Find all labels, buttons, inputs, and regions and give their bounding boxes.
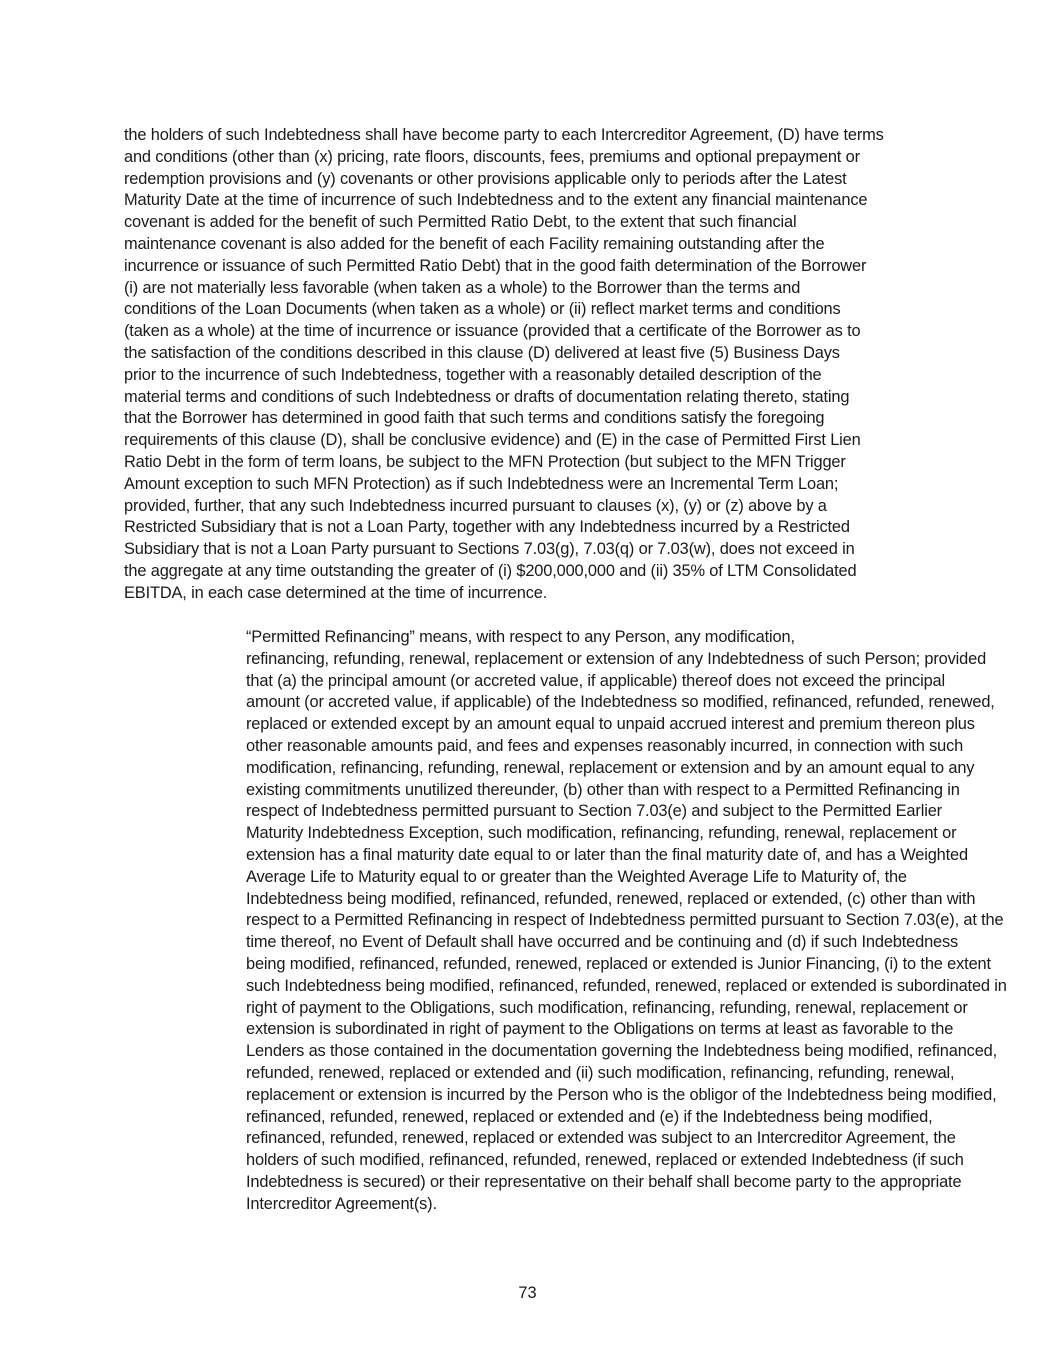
text-line: that the Borrower has determined in good faith that such terms and conditions satisfy the foregoing [124,409,825,428]
text-line: being modified, refinanced, refunded, renewed, replaced or extended is Junior Financing, (i) to the extent [246,954,991,973]
text-line: the holders of such Indebtedness shall have become party to each Intercreditor Agreement, (D) have terms [124,126,884,144]
text-line: maintenance covenant is also added for the benefit of each Facility remaining outstanding after the [124,234,825,253]
text-line: refunded, renewed, replaced or extended and (ii) such modification, refinancing, refunding, renewal, [246,1063,955,1082]
paragraph-continuation [124,125,934,605]
text-line: extension is subordinated in right of payment to the Obligations on terms at least as favorable to the [246,1020,954,1039]
text-line: modification, refinancing, refunding, renewal, replacement or extension and by an amount equal to any [246,758,975,777]
text-line: such Indebtedness being modified, refinanced, refunded, renewed, replaced or extended is subordinated in [246,976,1007,995]
text-line: existing commitments unutilized thereunder, (b) other than with respect to a Permitted Refinancing in [246,780,960,799]
text-line: Maturity Date at the time of incurrence of such Indebtedness and to the extent any financial maintenance [124,191,868,210]
text-line: extension has a final maturity date equal to or later than the final maturity date of, and has a Weighted [246,845,968,864]
text-line: Indebtedness is secured) or their representative on their behalf shall become party to the appropriate [246,1172,962,1191]
text-line: holders of such modified, refinanced, refunded, renewed, replaced or extended Indebtedness (if such [246,1151,964,1170]
definition-permitted-refinancing [124,627,1007,1216]
text-line: replaced or extended except by an amount equal to unpaid accrued interest and premium thereon plus [246,715,975,734]
text-line: Amount exception to such MFN Protection) as if such Indebtedness were an Incremental Term Loan; [124,474,839,493]
text-line: refinanced, refunded, renewed, replaced or extended was subject to an Intercreditor Agreement, the [246,1129,956,1148]
text-line: Average Life to Maturity equal to or greater than the Weighted Average Life to Maturity of, the [246,867,907,886]
text-line: the satisfaction of the conditions described in this clause (D) delivered at least five (5) Business Days [124,343,840,362]
text-line: provided, further, that any such Indebtedness incurred pursuant to clauses (x), (y) or (z) above by a [124,496,827,515]
text-line: time thereof, no Event of Default shall have occurred and be continuing and (d) if such Indebtedness [246,933,959,952]
text-line: Ratio Debt in the form of term loans, be subject to the MFN Protection (but subject to the MFN Trigger [124,452,846,471]
text-line: right of payment to the Obligations, such modification, refinancing, refunding, renewal, replacement or [246,998,968,1017]
text-line: amount (or accreted value, if applicable) of the Indebtedness so modified, refinanced, refunded, renewed, [246,693,995,712]
text-line: Subsidiary that is not a Loan Party pursuant to Sections 7.03(g), 7.03(q) or 7.03(w), does not exceed in [124,540,855,559]
text-line: Indebtedness being modified, refinanced, refunded, renewed, replaced or extended, (c) other than with [246,889,976,908]
text-line: incurrence or issuance of such Permitted Ratio Debt) that in the good faith determination of the Borrower [124,256,867,275]
text-line: and conditions (other than (x) pricing, rate floors, discounts, fees, premiums and optional prepayment or [124,147,860,166]
text-line: “Permitted Refinancing” means, with respect to any Person, any modification, [246,628,795,646]
text-line: the aggregate at any time outstanding the greater of (i) $200,000,000 and (ii) 35% of LTM Consolidated [124,561,857,580]
text-line: Lenders as those contained in the documentation governing the Indebtedness being modified, refinanced, [246,1042,998,1061]
text-line: EBITDA, in each case determined at the time of incurrence. [124,583,548,602]
text-line: respect to a Permitted Refinancing in respect of Indebtedness permitted pursuant to Section 7.03(e), at the [246,911,1004,930]
text-line: (i) are not materially less favorable (when taken as a whole) to the Borrower than the terms and [124,278,801,297]
text-line: covenant is added for the benefit of such Permitted Ratio Debt, to the extent that such financial [124,213,797,232]
text-line: requirements of this clause (D), shall be conclusive evidence) and (E) in the case of Permitted First Lien [124,431,861,450]
text-line: redemption provisions and (y) covenants or other provisions applicable only to periods after the Latest [124,169,847,188]
text-line: replacement or extension is incurred by the Person who is the obligor of the Indebtedness being modified, [246,1085,997,1104]
text-line: that (a) the principal amount (or accreted value, if applicable) thereof does not exceed the principal [246,671,946,690]
text-line: Restricted Subsidiary that is not a Loan Party, together with any Indebtedness incurred by a Restricted [124,518,850,537]
text-line: respect of Indebtedness permitted pursuant to Section 7.03(e) and subject to the Permitted Earlier [246,802,942,821]
text-line: conditions of the Loan Documents (when taken as a whole) or (ii) reflect market terms and conditions [124,300,841,319]
text-line: prior to the incurrence of such Indebtedness, together with a reasonably detailed description of the [124,365,822,384]
page-number: 73 [518,1284,537,1302]
text-line: Intercreditor Agreement(s). [246,1194,437,1213]
text-line: Maturity Indebtedness Exception, such modification, refinancing, refunding, renewal, replacement or [246,824,957,843]
text-line: material terms and conditions of such Indebtedness or drafts of documentation relating thereto, stating [124,387,850,406]
text-line: refinanced, refunded, renewed, replaced or extended and (e) if the Indebtedness being modified, [246,1107,933,1126]
text-line: (taken as a whole) at the time of incurrence or issuance (provided that a certificate of the Borrower as to [124,322,861,341]
text-line: other reasonable amounts paid, and fees and expenses reasonably incurred, in connection with such [246,736,964,755]
text-line: refinancing, refunding, renewal, replacement or extension of any Indebtedness of such Person; provided [246,649,987,668]
